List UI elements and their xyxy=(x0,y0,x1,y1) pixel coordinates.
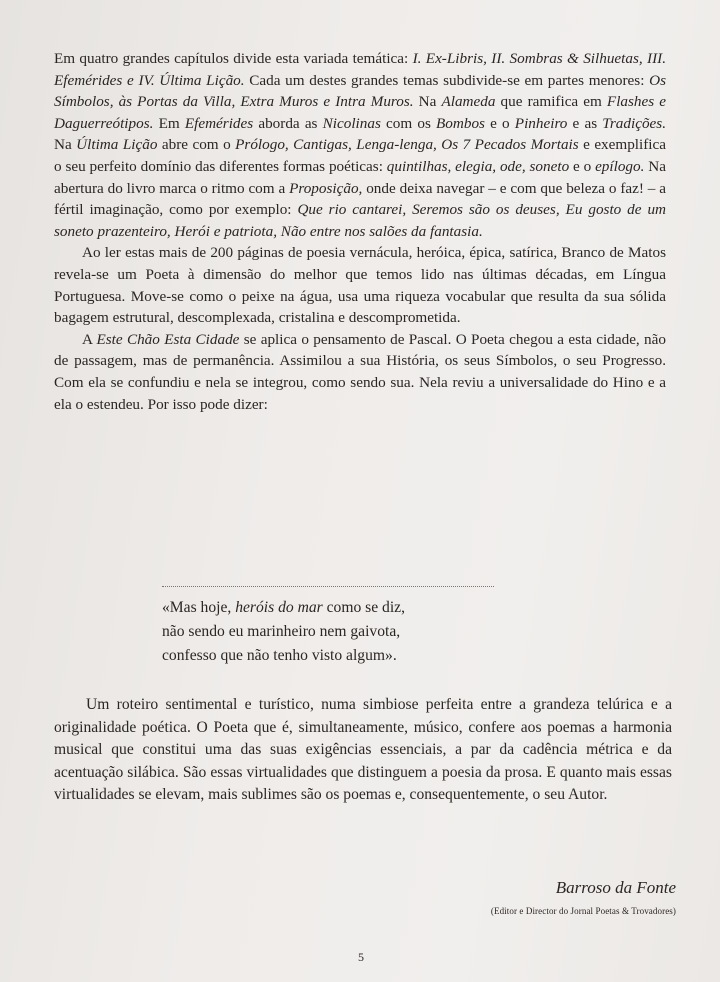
page-number: 5 xyxy=(358,950,364,964)
dotted-divider xyxy=(162,586,494,587)
text-run: «Mas hoje, xyxy=(162,599,236,616)
text-run: aborda as xyxy=(253,114,323,132)
italic-text: Os Símbolos, às Portas da Villa, Extra Muros e Intra Muros. xyxy=(54,71,666,111)
text-run: Em quatro grandes capítulos divide esta variada temática: xyxy=(54,50,413,67)
italic-text: Prólogo, Cantigas, Lenga-lenga, Os 7 Pecados Mortais xyxy=(235,136,579,154)
italic-text: epílogo. xyxy=(595,157,645,175)
closing-text xyxy=(54,694,672,807)
italic-text: Tradições. xyxy=(602,114,666,132)
closing-paragraph: Um roteiro sentimental e turístico, numa simbiose perfeita entre a grandeza telúrica e a originalidade poética. O Poeta que é, simultaneamente, músico, confere aos poemas a harmonia musical que constitui uma das suas exigências essenciais, a par da cadência métrica e da acentuação silábica. São essas virtualidades que distinguem a poesia da prosa. E quanto mais essas virtualidades se elevam, mais sublimes são os poemas e, consequentemente, o seu Autor. xyxy=(54,696,672,804)
quote-line xyxy=(162,644,405,668)
italic-text: Que rio cantarei, Seremos são os deuses, Eu gosto de um soneto prazenteiro, Herói e patriota, Não entre nos salões da fantasia. xyxy=(54,201,666,240)
quote-line xyxy=(162,620,405,644)
text-run: onde deixa navegar – e com que beleza o faz! – a fértil imaginação, como por exemplo: xyxy=(54,179,666,219)
text-run: Na xyxy=(413,93,442,111)
text-run: Na xyxy=(54,136,77,154)
paragraph xyxy=(54,242,666,328)
italic-text: Proposição, xyxy=(289,179,363,197)
text-run: confesso que não tenho visto algum». xyxy=(162,647,397,664)
italic-text: Bombos xyxy=(436,114,485,132)
italic-text: I. Ex-Libris, II. Sombras & Silhuetas, III. Efemérides e IV. Última Lição. xyxy=(54,50,666,89)
text-run: que ramifica em xyxy=(495,93,607,111)
italic-text: heróis do mar xyxy=(235,599,323,616)
text-run: Ao ler estas mais de 200 páginas de poesia vernácula, heróica, épica, satírica, Branco de Matos revela-se um Poeta à dimensão do melhor que temos lido nas últimas décadas, em Língua Portuguesa. Move-se como o peixe na água, usa uma riqueza vocabular que resulta da sua sólida bagagem estrutural, descomplexada, cristalina e descomprometida. xyxy=(54,244,666,327)
italic-text: Alameda xyxy=(441,93,496,111)
text-run: não sendo eu marinheiro nem gaivota, xyxy=(162,623,401,640)
verse-quote xyxy=(162,596,405,668)
italic-text: Este Chão Esta Cidade xyxy=(96,330,240,348)
quote-line xyxy=(162,596,405,620)
italic-text: Última Lição xyxy=(76,136,158,154)
text-run: com os xyxy=(380,114,437,132)
text-run: e o xyxy=(569,157,596,175)
italic-text: quintilhas, elegia, ode, soneto xyxy=(386,157,570,175)
text-run: se aplica o pensamento de Pascal. O Poeta chegou a esta cidade, não de passagem, mas de permanência. Assimilou a sua História, os seus Símbolos, o seu Progresso. Com ela se confundiu e nela se integrou, como sendo sua. Nela reviu a universalidade do Hino e a ela o estendeu. Por isso pode dizer: xyxy=(54,330,666,413)
body-text xyxy=(54,48,666,415)
text-run: Cada um destes grandes temas subdivide-se em partes menores: xyxy=(244,71,650,89)
italic-text: Pinheiro xyxy=(514,114,568,132)
text-run: A xyxy=(82,330,97,348)
text-run: e o xyxy=(484,114,515,132)
text-run: como se diz, xyxy=(322,599,405,616)
text-run: e as xyxy=(567,114,603,132)
paragraph xyxy=(54,329,666,415)
paragraph xyxy=(54,48,666,242)
text-run: abre com o xyxy=(157,136,236,154)
text-run: e exemplifica o seu perfeito domínio das diferentes formas poéticas: xyxy=(54,136,667,175)
italic-text: Nicolinas xyxy=(322,114,381,132)
italic-text: Efemérides xyxy=(184,114,254,132)
text-run: Em xyxy=(153,114,185,132)
author-signature: Barroso da Fonte xyxy=(555,878,676,897)
author-role: (Editor e Director do Jornal Poetas & Trovadores) xyxy=(490,906,676,916)
text-run: Na abertura do livro marca o ritmo com a xyxy=(54,157,666,197)
italic-text: Flashes e Daguerreótipos. xyxy=(54,93,667,132)
